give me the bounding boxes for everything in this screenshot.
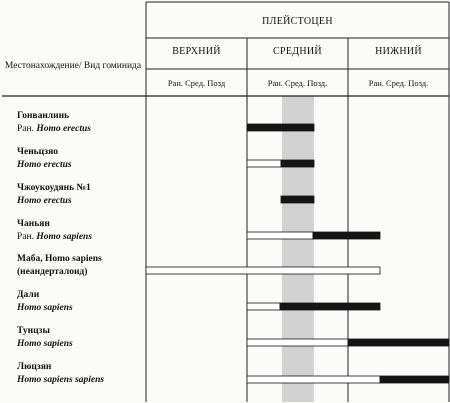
site-maba: Маба, Homo sapiens (неандерталоид) xyxy=(17,254,102,277)
period-upper: ВЕРХНИЙ xyxy=(172,46,221,57)
bar-chenjiawo-seg-2 xyxy=(281,160,314,167)
bar-tongzi-seg-2 xyxy=(348,339,449,346)
site-dali: Дали Homo sapiens xyxy=(17,290,73,313)
site-chenjiawo: Ченьцзяо Homo erectus xyxy=(17,147,72,170)
bar-dali-seg-1 xyxy=(247,303,280,310)
bar-liujiang-seg-1 xyxy=(247,376,380,383)
subperiod-upper: Ран. Сред. Позд xyxy=(167,78,226,88)
period-middle: СРЕДНИЙ xyxy=(273,46,322,57)
middle-band xyxy=(282,96,314,402)
period-lower: НИЖНИЙ xyxy=(375,46,422,57)
left-heading: Местонахождение/ Вид гоминида xyxy=(4,61,142,71)
site-gongwangling: Гонванлинь Ран. Homo erectus xyxy=(17,111,91,134)
bar-gongwangling-seg-1 xyxy=(247,124,314,131)
bar-liujiang-seg-2 xyxy=(380,376,449,383)
bar-changyang-seg-2 xyxy=(313,232,380,239)
site-liujiang: Люцзян Homo sapiens sapiens xyxy=(17,362,105,385)
bar-dali-seg-2 xyxy=(280,303,380,310)
bar-zhoukoudian-seg-1 xyxy=(281,196,314,203)
subperiod-middle: Ран. Сред. Позд. xyxy=(267,78,328,88)
site-zhoukoudian: Чжоукоудянь №1 Homo erectus xyxy=(17,183,91,206)
bar-chenjiawo-seg-1 xyxy=(247,160,281,167)
site-changyang: Чаньян Ран. Homo sapiens xyxy=(17,219,93,242)
bar-changyang-seg-1 xyxy=(247,232,313,239)
subperiod-lower: Ран. Сред. Позд. xyxy=(368,78,429,88)
bar-tongzi-seg-1 xyxy=(247,339,348,346)
site-tongzi: Тунцзы Homo sapiens xyxy=(17,326,73,349)
epoch-title: ПЛЕЙСТОЦЕН xyxy=(262,16,333,27)
bar-maba-seg-1 xyxy=(146,267,380,274)
